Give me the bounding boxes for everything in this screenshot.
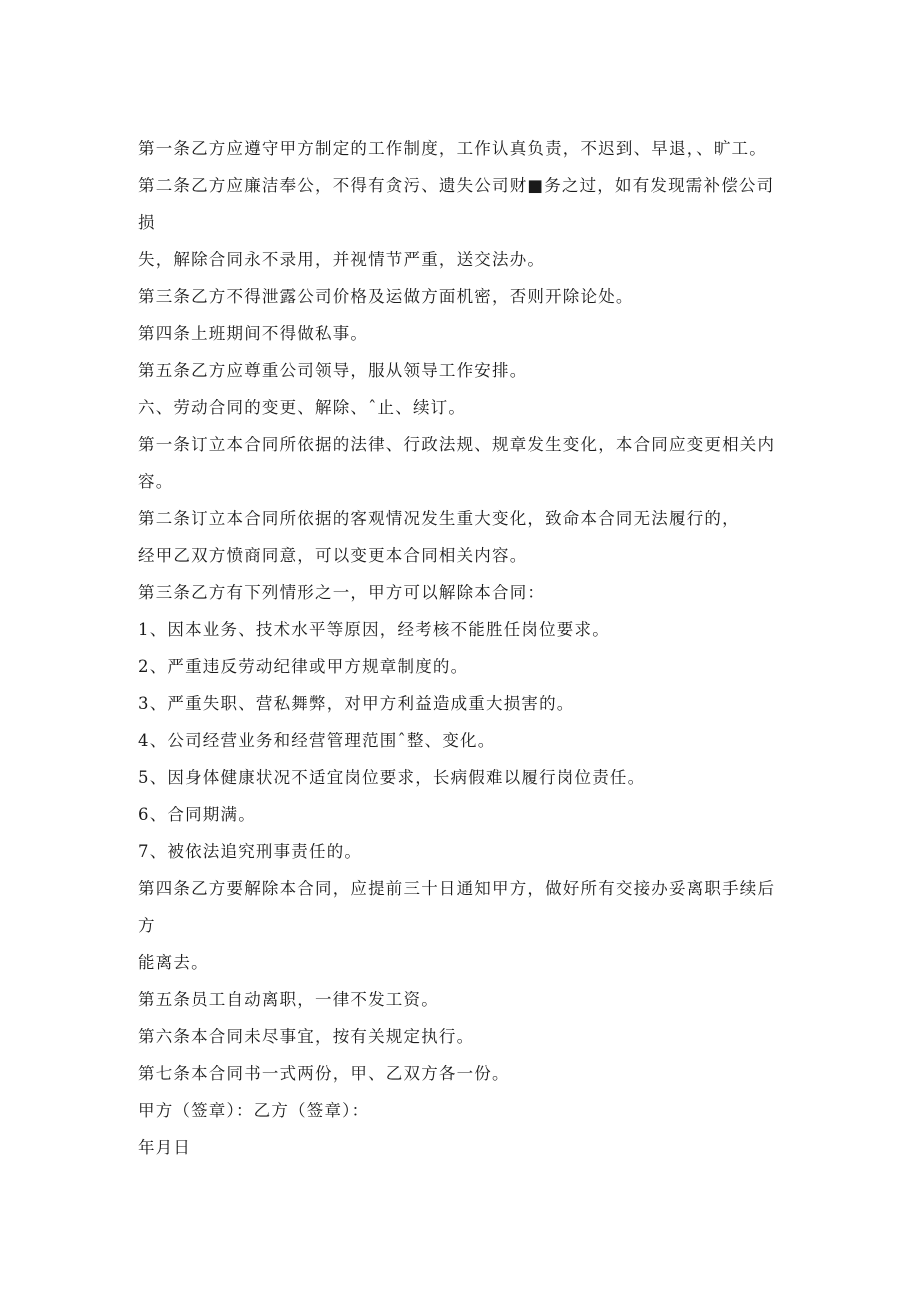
paragraph: 第三条乙方不得泄露公司价格及运做方面机密，否则开除论处。 [138, 287, 634, 306]
paragraph: 第三条乙方有下列情形之一，甲方可以解除本合同： [138, 583, 546, 602]
paragraph: 第五条员工自动离职，一律不发工资。 [138, 990, 439, 1009]
list-item: 2、严重违反劳动纪律或甲方规章制度的。 [138, 657, 469, 676]
section-heading: 六、劳动合同的变更、解除、ˆ止、续订。 [138, 398, 467, 417]
list-item: 4、公司经营业务和经营管理范围ˆ整、变化。 [138, 731, 496, 750]
paragraph: 能离去。 [138, 953, 209, 972]
list-item: 5、因身体健康状况不适宜岗位要求，长病假难以履行岗位责任。 [138, 768, 646, 787]
paragraph: 第一条乙方应遵守甲方制定的工作制度，工作认真负责，不迟到、早退，、旷工。 [138, 139, 767, 158]
paragraph: 第二条订立本合同所依据的客观情况发生重大变化，致命本合同无法履行的， [138, 509, 740, 528]
paragraph: 容。 [138, 472, 174, 491]
list-item: 3、严重失职、营私舞弊，对甲方利益造成重大损害的。 [138, 694, 575, 713]
date-line: 年月日 [138, 1138, 192, 1157]
paragraph: 第四条乙方要解除本合同，应提前三十日通知甲方，做好所有交接办妥离职手续后方 [138, 879, 776, 935]
list-item: 1、因本业务、技术水平等原因，经考核不能胜任岗位要求。 [138, 620, 610, 639]
paragraph: 第一条订立本合同所依据的法律、行政法规、规章发生变化，本合同应变更相关内 [138, 435, 776, 454]
paragraph: 失，解除合同永不录用，并视情节严重，送交法办。 [138, 250, 546, 269]
document-body [138, 130, 788, 1166]
paragraph: 第七条本合同书一式两份，甲、乙双方各一份。 [138, 1064, 510, 1083]
paragraph: 第五条乙方应尊重公司领导，服从领导工作安排。 [138, 361, 528, 380]
list-item: 7、被依法追究刑事责任的。 [138, 842, 363, 861]
paragraph: 第二条乙方应廉洁奉公，不得有贪污、遗失公司财■务之过，如有发现需补偿公司损 [138, 176, 775, 232]
list-item: 6、合同期满。 [138, 805, 256, 824]
paragraph: 第六条本合同未尽事宜，按有关规定执行。 [138, 1027, 475, 1046]
paragraph: 经甲乙双方愤商同意，可以变更本合同相关内容。 [138, 546, 528, 565]
signature-line: 甲方（签章）：乙方（签章）： [138, 1101, 370, 1120]
paragraph: 第四条上班期间不得做私事。 [138, 324, 369, 343]
